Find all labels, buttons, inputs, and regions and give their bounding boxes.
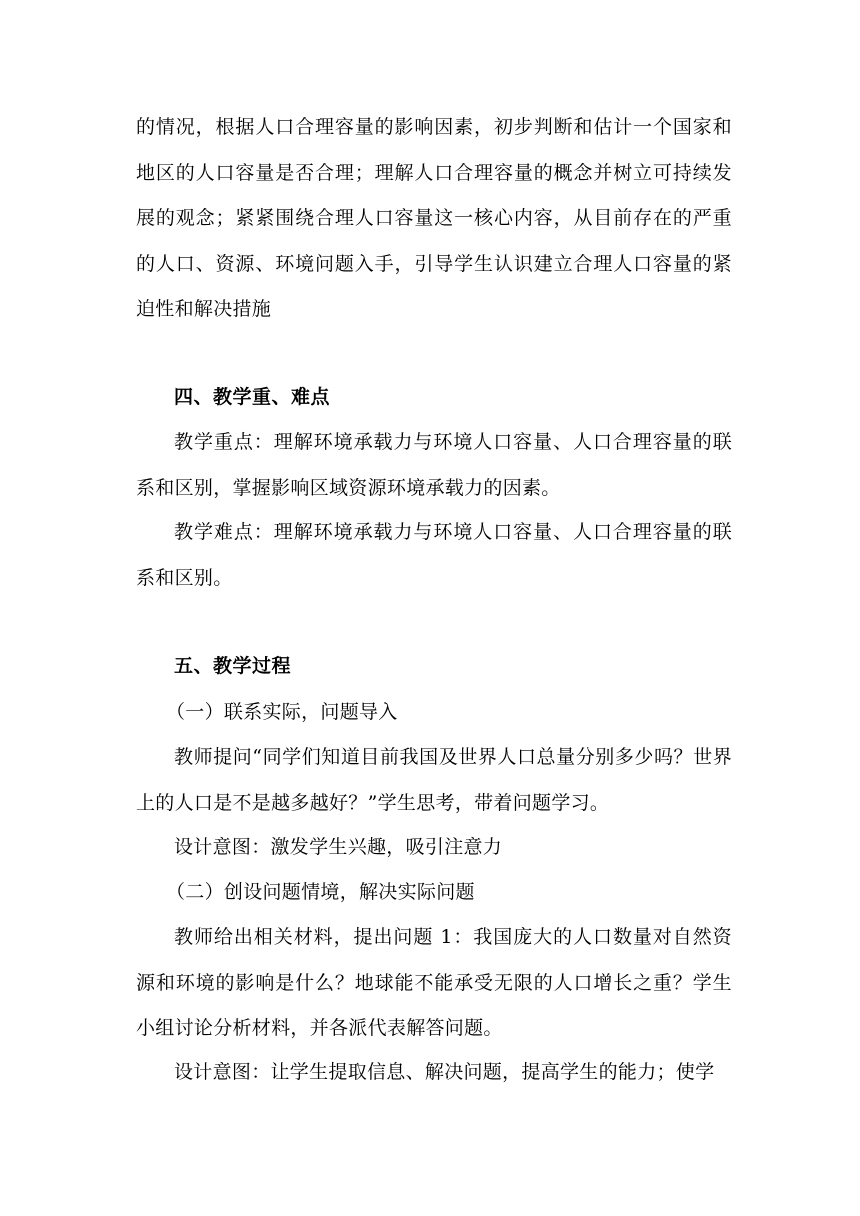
step1-paragraph: 教师提问“同学们知道目前我国及世界人口总量分别多少吗？世界上的人口是不是越多越好？”学生思考，带着问题学习。 xyxy=(136,746,732,814)
section-heading-key-difficult-points: 四、教学重、难点 xyxy=(174,386,331,408)
step2-title: （二）创设问题情境，解决实际问题 xyxy=(166,881,475,903)
key-point-paragraph: 教学重点：理解环境承载力与环境人口容量、人口合理容量的联系和区别，掌握影响区域资源环境承载力的因素。 xyxy=(136,431,732,499)
section-heading-teaching-process: 五、教学过程 xyxy=(174,655,292,677)
step2-design-intent: 设计意图：让学生提取信息、解决问题，提高学生的能力；使学 xyxy=(174,1061,715,1083)
difficult-point-paragraph: 教学难点：理解环境承载力与环境人口容量、人口合理容量的联系和区别。 xyxy=(136,521,732,589)
step1-title: （一）联系实际，问题导入 xyxy=(166,701,398,723)
objectives-paragraph-continued: 的情况，根据人口合理容量的影响因素，初步判断和估计一个国家和地区的人口容量是否合理；理解人口合理容量的概念并树立可持续发展的观念；紧紧围绕合理人口容量这一核心内容，从目前存在的严重的人口、资源、环境问题入手，引导学生认识建立合理人口容量的紧迫性和解决措施 xyxy=(136,116,732,320)
step1-design-intent: 设计意图：激发学生兴趣，吸引注意力 xyxy=(174,836,503,858)
step2-paragraph: 教师给出相关材料，提出问题 1：我国庞大的人口数量对自然资源和环境的影响是什么？地球能不能承受无限的人口增长之重？学生小组讨论分析材料，并各派代表解答问题。 xyxy=(136,926,732,1039)
